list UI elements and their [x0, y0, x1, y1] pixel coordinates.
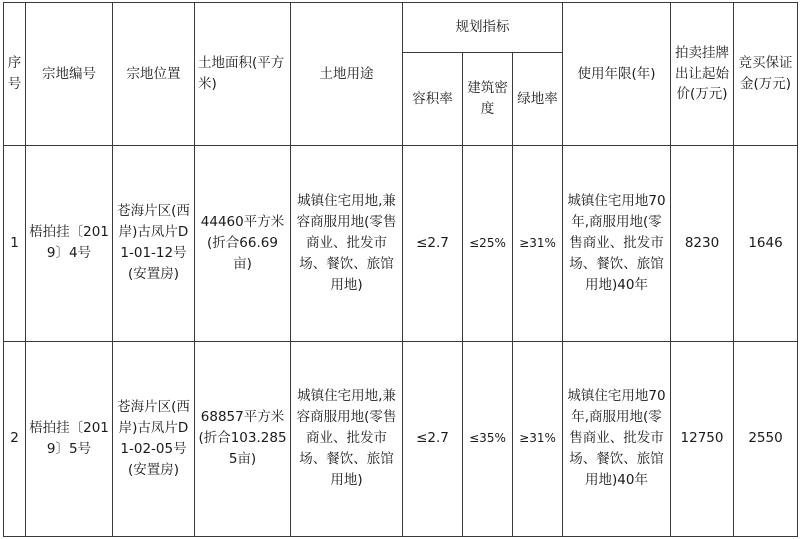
- header-green: 绿地率: [513, 53, 563, 146]
- cell-use: 城镇住宅用地,兼容商服用地(零售商业、批发市场、餐饮、旅馆用地): [291, 341, 403, 537]
- cell-far: ≤2.7: [403, 341, 463, 537]
- cell-location: 苍海片区(西岸)古凤片D1-01-12号(安置房): [113, 146, 195, 342]
- cell-area: 68857平方米(折合103.2855亩): [195, 341, 291, 537]
- cell-term: 城镇住宅用地70年,商服用地(零售商业、批发市场、餐饮、旅馆用地)40年: [563, 146, 671, 342]
- header-area: 土地面积(平方米): [195, 3, 291, 146]
- cell-area: 44460平方米(折合66.69亩): [195, 146, 291, 342]
- header-density: 建筑密度: [463, 53, 513, 146]
- header-start-price: 拍卖挂牌出让起始价(万元): [671, 3, 734, 146]
- cell-start-price: 12750: [671, 341, 734, 537]
- cell-seq: 2: [4, 341, 26, 537]
- cell-far: ≤2.7: [403, 146, 463, 342]
- land-auction-table: [3, 2, 798, 537]
- cell-deposit: 2550: [734, 341, 798, 537]
- cell-start-price: 8230: [671, 146, 734, 342]
- header-deposit: 竞买保证金(万元): [734, 3, 798, 146]
- header-location: 宗地位置: [113, 3, 195, 146]
- table-row: [4, 341, 798, 537]
- cell-term: 城镇住宅用地70年,商服用地(零售商业、批发市场、餐饮、旅馆用地)40年: [563, 341, 671, 537]
- cell-seq: 1: [4, 146, 26, 342]
- cell-green: ≥31%: [513, 341, 563, 537]
- table-row: [4, 146, 798, 342]
- cell-parcel-no: 梧拍挂〔2019〕4号: [26, 146, 113, 342]
- header-far: 容积率: [403, 53, 463, 146]
- header-parcel-no: 宗地编号: [26, 3, 113, 146]
- cell-green: ≥31%: [513, 146, 563, 342]
- cell-density: ≤25%: [463, 146, 513, 342]
- header-term: 使用年限(年): [563, 3, 671, 146]
- cell-use: 城镇住宅用地,兼容商服用地(零售商业、批发市场、餐饮、旅馆用地): [291, 146, 403, 342]
- header-use: 土地用途: [291, 3, 403, 146]
- cell-deposit: 1646: [734, 146, 798, 342]
- cell-parcel-no: 梧拍挂〔2019〕5号: [26, 341, 113, 537]
- cell-density: ≤35%: [463, 341, 513, 537]
- header-seq: 序号: [4, 3, 26, 146]
- header-planning: 规划指标: [403, 3, 563, 53]
- cell-location: 苍海片区(西岸)古凤片D1-02-05号(安置房): [113, 341, 195, 537]
